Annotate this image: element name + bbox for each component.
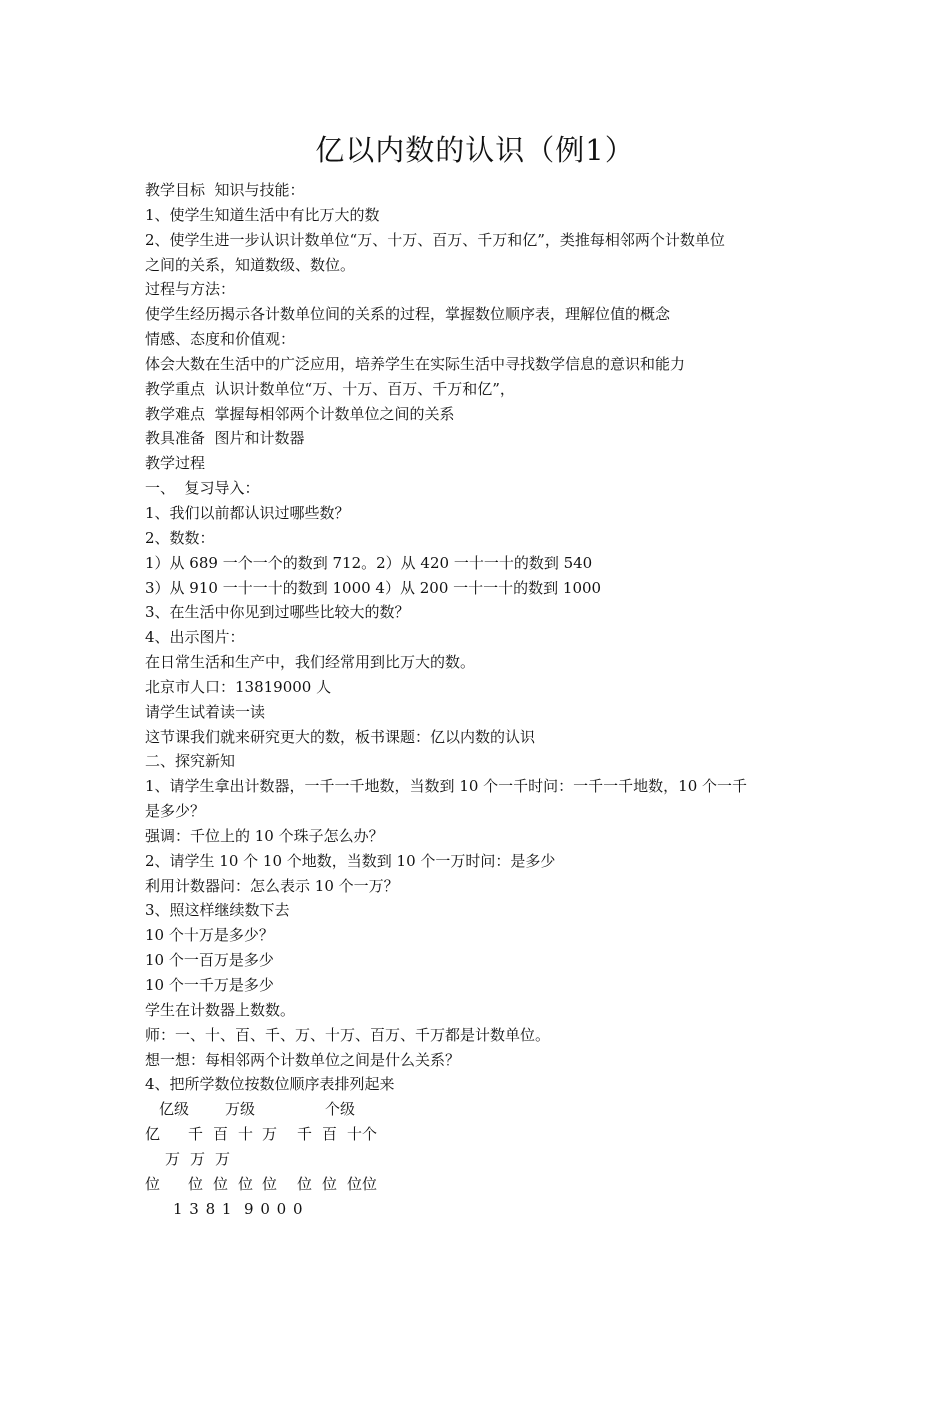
paragraph-line: 北京市人口：13819000 人 <box>145 677 332 696</box>
unit-cell: 十个 <box>347 1125 378 1144</box>
level-yi: 亿级 <box>159 1100 190 1119</box>
unit-cell: 万 <box>190 1149 206 1168</box>
level-wan: 万级 <box>225 1100 256 1119</box>
unit-cell: 千 <box>188 1125 204 1144</box>
paragraph-line: 师：一、十、百、千、万、十万、百万、千万都是计数单位。 <box>145 1025 551 1044</box>
paragraph-line: 10 个一百万是多少 <box>145 951 274 970</box>
unit-cell: 万 <box>215 1149 231 1168</box>
paragraph-line: 教学重点 认识计数单位“万、十万、百万、千万和亿”， <box>145 379 515 398</box>
paragraph-line: 4、出示图片： <box>145 628 245 647</box>
position-cell: 位 <box>322 1174 338 1193</box>
paragraph-line: 利用计数器问：怎么表示 10 个一万？ <box>145 876 399 895</box>
paragraph-line: 体会大数在生活中的广泛应用，培养学生在实际生活中寻找数学信息的意识和能力 <box>145 354 686 373</box>
paragraph-line: 3、照这样继续数下去 <box>145 901 290 920</box>
paragraph-line: 10 个一千万是多少 <box>145 976 274 994</box>
place-value-positions-row <box>145 1172 815 1197</box>
position-cell: 位 <box>188 1174 204 1193</box>
position-cell: 位 <box>238 1174 254 1193</box>
unit-cell: 万 <box>262 1125 278 1144</box>
level-ge: 个级 <box>325 1100 356 1119</box>
paragraph-line: 10 个十万是多少？ <box>145 926 274 945</box>
paragraph-line: 2、请学生 10 个 10 个地数，当数到 10 个一万时问：是多少 <box>145 851 556 870</box>
paragraph-line: 1、我们以前都认识过哪些数？ <box>145 503 350 522</box>
paragraph-line: 过程与方法： <box>145 280 236 299</box>
place-value-wan-row <box>145 1147 815 1172</box>
unit-cell: 百 <box>322 1125 338 1144</box>
position-cell: 位 <box>262 1174 278 1193</box>
paragraph-line: 学生在计数器上数数。 <box>145 1000 296 1019</box>
paragraph-line: 想一想：每相邻两个计数单位之间是什么关系？ <box>145 1050 461 1069</box>
paragraph-line: 是多少？ <box>145 802 206 821</box>
unit-cell: 千 <box>297 1125 313 1144</box>
unit-cell: 万 <box>165 1149 181 1168</box>
paragraph-line: 一、 复习导入： <box>145 479 260 498</box>
position-cell: 位 <box>297 1174 313 1193</box>
place-value-units-row <box>145 1122 815 1147</box>
paragraph-line: 3）从 910 一十一十的数到 1000 4）从 200 一十一十的数到 1000 <box>145 578 602 597</box>
paragraph-line: 1、请学生拿出计数器，一千一千地数，当数到 10 个一千时问：一千一千地数，10 个一千 <box>145 777 748 796</box>
paragraph-line: 教学难点 掌握每相邻两个计数单位之间的关系 <box>145 404 455 423</box>
unit-cell: 十 <box>238 1125 254 1144</box>
paragraph-line: 之间的关系，知道数级、数位。 <box>145 255 356 274</box>
paragraph-line: 在日常生活和生产中，我们经常用到比万大的数。 <box>145 653 476 672</box>
digits-example: 1 3 8 1 9 0 0 0 <box>173 1199 304 1218</box>
paragraph-line: 教学目标 知识与技能： <box>145 181 305 199</box>
document-title: 亿以内数的认识（例1） <box>315 133 635 167</box>
position-cell: 位位 <box>347 1174 378 1193</box>
unit-cell: 亿 <box>145 1125 161 1144</box>
paragraph-line: 二、探究新知 <box>145 752 236 771</box>
paragraph-line: 教具准备 图片和计数器 <box>145 429 305 448</box>
paragraph-line: 使学生经历揭示各计数单位间的关系的过程，掌握数位顺序表，理解位值的概念 <box>145 305 671 324</box>
place-value-levels-row <box>145 1097 815 1122</box>
paragraph-line: 2、使学生进一步认识计数单位“万、十万、百万、千万和亿”，类推每相邻两个计数单位 <box>145 230 725 249</box>
paragraph-line: 请学生试着读一读 <box>145 702 266 721</box>
position-cell: 位 <box>213 1174 229 1193</box>
paragraph-line: 1）从 689 一个一个的数到 712。2）从 420 一十一十的数到 540 <box>145 553 593 572</box>
paragraph-line: 3、在生活中你见到过哪些比较大的数？ <box>145 603 410 622</box>
unit-cell: 百 <box>213 1125 229 1144</box>
paragraph-line: 情感、态度和价值观： <box>145 330 296 349</box>
position-cell: 位 <box>145 1174 161 1193</box>
paragraph-line: 强调：千位上的 10 个珠子怎么办？ <box>145 826 384 845</box>
paragraph-line: 4、把所学数位按数位顺序表排列起来 <box>145 1075 395 1094</box>
document-body <box>145 178 815 1221</box>
paragraph-line: 教学过程 <box>145 454 206 473</box>
paragraph-line: 2、数数： <box>145 528 215 547</box>
paragraph-line: 1、使学生知道生活中有比万大的数 <box>145 205 380 224</box>
place-value-digits-row <box>145 1197 815 1222</box>
paragraph-line: 这节课我们就来研究更大的数，板书课题：亿以内数的认识 <box>145 727 536 746</box>
